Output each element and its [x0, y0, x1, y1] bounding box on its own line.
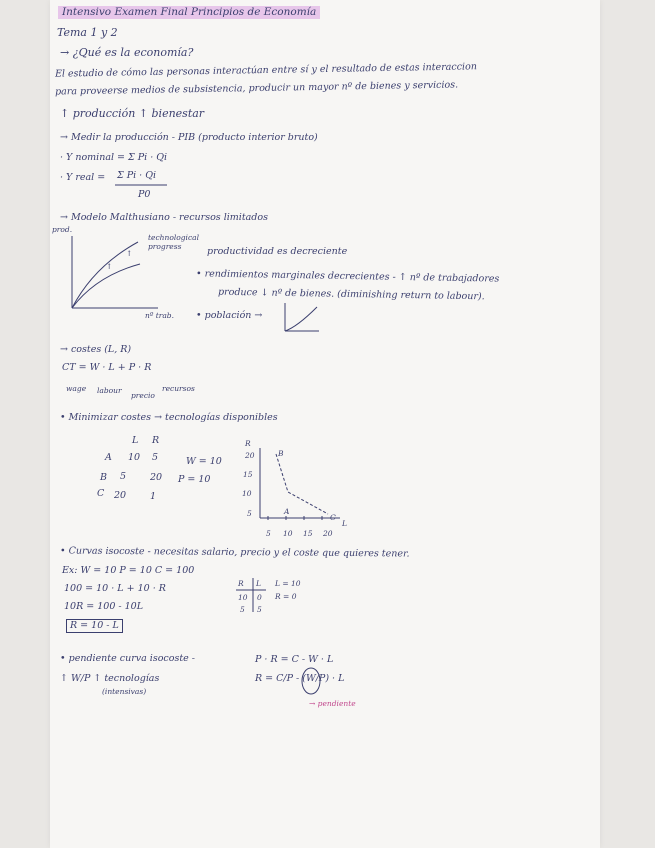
slope-eq-1: P · R = C - W · L	[255, 654, 334, 665]
definition-line-1: El estudio de cómo las personas interactúan entre sí y el resultado de estas interaccion	[54, 61, 477, 80]
graph1-shift-arrow-2: ↑	[126, 249, 133, 258]
isocost-eq-1: 100 = 10 · L + 10 · R	[64, 583, 166, 594]
minimize-costs: • Minimizar costes → tecnologías disponibles	[60, 412, 278, 423]
table2-note-r: R = 0	[275, 592, 297, 601]
ct-recursos: recursos	[162, 384, 195, 393]
y-real-denominator: P0	[138, 189, 151, 200]
page-title: Intensivo Examen Final Principios de Economía	[58, 6, 320, 19]
slope-title: • pendiente curva isocoste -	[60, 653, 196, 664]
table1-price: P = 10	[178, 474, 211, 485]
table1-row-a-label: A	[105, 452, 112, 463]
graph2-curve	[276, 454, 328, 514]
intensive-note: (intensivas)	[102, 687, 147, 696]
table2-header-L: L	[256, 579, 261, 588]
table2-note-l: L = 10	[275, 579, 301, 588]
graph2-xtick-15: 15	[303, 529, 313, 538]
graph2-y-label: R	[245, 439, 251, 448]
table1-row-b-r: 20	[150, 472, 163, 483]
graph1-x-label: nº trab.	[145, 311, 174, 320]
notebook-page	[50, 0, 600, 848]
population-note: • población →	[196, 310, 263, 321]
malthus-model: → Modelo Malthusiano - recursos limitados	[60, 212, 268, 223]
graph2-ytick-20: 20	[245, 451, 255, 460]
graph2-xtick-10: 10	[283, 529, 293, 538]
graph2-xtick-5: 5	[266, 529, 271, 538]
graph2-point-c: C	[330, 513, 336, 522]
ct-labour: labour	[97, 386, 122, 395]
subtitle: Tema 1 y 2	[57, 26, 118, 39]
production-welfare: ↑ producción ↑ bienestar	[60, 107, 205, 120]
table2-header-R: R	[238, 579, 244, 588]
y-real-numerator: Σ Pi · Qi	[117, 170, 157, 181]
question-economy: → ¿Qué es la economía?	[60, 46, 194, 59]
graph2-x-label: L	[342, 519, 347, 528]
graph2-ytick-5: 5	[247, 509, 252, 518]
table1-row-b-label: B	[100, 472, 107, 483]
slope-circle	[300, 668, 324, 698]
isocost-eq-2: 10R = 100 - 10L	[64, 601, 144, 612]
table1-header-R: R	[152, 435, 160, 446]
graph1-annotation: technological progress	[148, 233, 200, 251]
table1-header-L: L	[132, 435, 139, 446]
graph2-ytick-10: 10	[242, 489, 252, 498]
productivity-note: productividad es decreciente	[207, 246, 348, 257]
graph1-shift-arrow: ↑	[106, 262, 113, 271]
example-values: Ex: W = 10 P = 10 C = 100	[62, 565, 195, 576]
ct-precio: precio	[131, 391, 155, 400]
table1-row-c-r: 1	[150, 491, 157, 502]
table1-row-c-label: C	[97, 488, 105, 499]
diminishing-returns-line-1: • rendimientos marginales decrecientes - ↑ nº de trabajadores	[195, 268, 500, 285]
isocost-result-boxed: R = 10 - L	[66, 619, 123, 633]
population-graph	[283, 303, 323, 335]
graph2-xtick-20: 20	[323, 529, 333, 538]
slope-annotation: → pendiente	[309, 699, 356, 708]
table2-row2-r: 5	[240, 605, 245, 614]
isocost-definition: • Curvas isocoste - necesitas salario, precio y el coste que quieres tener.	[59, 545, 410, 560]
definition-line-2: para proveerse medios de subsistencia, producir un mayor nº de bienes y servicios.	[54, 79, 459, 98]
graph2-ytick-15: 15	[243, 470, 253, 479]
graph2-point-a: A	[284, 507, 290, 516]
measure-production: → Medir la producción - PIB (producto interior bruto)	[60, 132, 318, 143]
total-cost-formula: CT = W · L + P · R	[62, 362, 152, 373]
table2-row1-r: 10	[238, 593, 248, 602]
fraction-line	[115, 184, 170, 186]
graph1-y-label: prod.	[52, 225, 73, 234]
table1-row-a-r: 5	[152, 452, 159, 463]
table1-row-c-l: 20	[114, 490, 127, 501]
y-nominal-formula: · Y nominal = Σ Pi · Qi	[60, 152, 168, 163]
diminishing-returns-line-2: produce ↓ nº de bienes. (diminishing return to labour).	[217, 286, 485, 303]
production-graph	[68, 236, 178, 321]
slope-eq-2: R = C/P - (W/P) · L	[255, 673, 345, 684]
table1-row-a-l: 10	[128, 452, 141, 463]
costs-title: → costes (L, R)	[60, 344, 132, 355]
table2-row2-l: 5	[257, 605, 262, 614]
graph2-point-b: B	[278, 449, 284, 458]
wage-price-ratio: ↑ W/P ↑ tecnologías	[60, 673, 160, 684]
table1-wage: W = 10	[186, 456, 222, 467]
table1-row-b-l: 5	[120, 471, 127, 482]
table2-row1-l: 0	[257, 593, 262, 602]
y-real-label: · Y real =	[60, 172, 106, 183]
ct-wage: wage	[66, 384, 87, 393]
